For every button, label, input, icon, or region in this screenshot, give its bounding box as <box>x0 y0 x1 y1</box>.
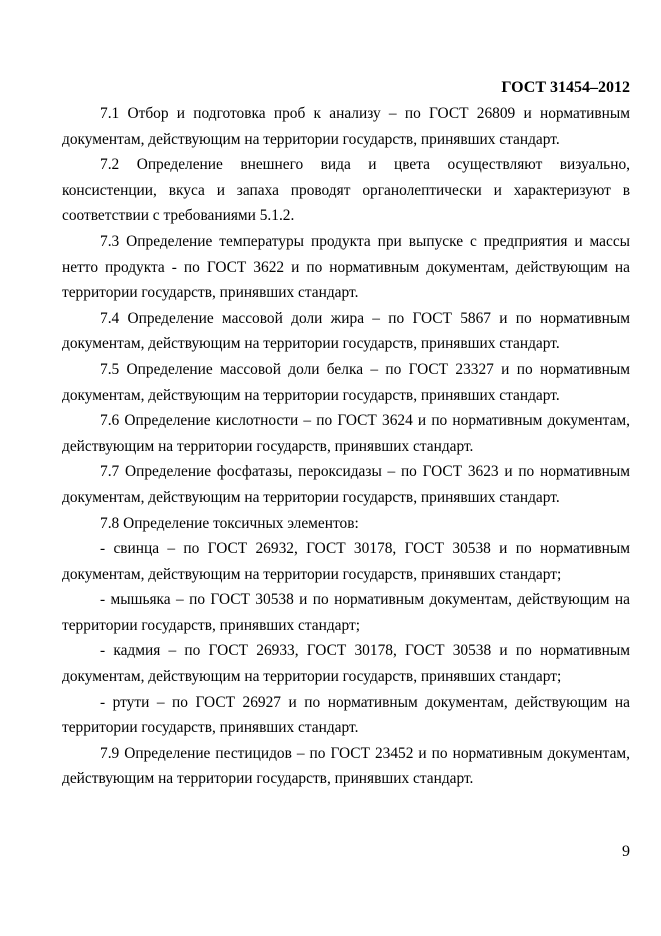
paragraph-7-1: 7.1 Отбор и подготовка проб к анализу – по ГОСТ 26809 и нормативным документам, действующим на территории государств, принявших стандарт. <box>62 105 630 148</box>
paragraph-7-4: 7.4 Определение массовой доли жира – по ГОСТ 5867 и по нормативным документам, действующим на территории государств, принявших стандарт. <box>62 309 630 353</box>
list-item-cadmium: - кадмия – по ГОСТ 26933, ГОСТ 30178, ГОСТ 30538 и по нормативным документам, действующим на территории государств, принявших стандарт; <box>62 642 630 686</box>
paragraph-7-9: 7.9 Определение пестицидов – по ГОСТ 23452 и по нормативным документам, действующим на территории государств, принявших стандарт. <box>62 744 630 788</box>
paragraph-7-7: 7.7 Определение фосфатазы, пероксидазы – по ГОСТ 3623 и по нормативным документам, действующим на территории государств, принявших стандарт. <box>62 463 630 506</box>
page-number: 9 <box>622 843 630 860</box>
paragraph-7-2: 7.2 Определение внешнего вида и цвета осуществляют визуально, консистенции, вкуса и запаха проводят органолептически и характеризуют в соответствии с требованиями 5.1.2. <box>62 156 630 225</box>
document-header-id: ГОСТ 31454–2012 <box>501 79 630 96</box>
document-body <box>62 101 630 792</box>
paragraph-7-5: 7.5 Определение массовой доли белка – по ГОСТ 23327 и по нормативным документам, действующим на территории государств, принявших стандарт. <box>62 360 630 404</box>
list-item-lead: - свинца – по ГОСТ 26932, ГОСТ 30178, ГОСТ 30538 и по нормативным документам, действующим на территории государств, принявших стандарт; <box>62 540 630 583</box>
paragraph-7-8: 7.8 Определение токсичных элементов: <box>100 514 359 532</box>
paragraph-7-6: 7.6 Определение кислотности – по ГОСТ 3624 и по нормативным документам, действующим на территории государств, принявших стандарт. <box>62 412 630 455</box>
list-item-arsenic: - мышьяка – по ГОСТ 30538 и по нормативным документам, действующим на территории государств, принявших стандарт; <box>62 591 630 634</box>
list-item-mercury: - ртути – по ГОСТ 26927 и по нормативным документам, действующим на территории государств, принявших стандарт. <box>62 693 630 737</box>
paragraph-7-3: 7.3 Определение температуры продукта при выпуске с предприятия и массы нетто продукта - по ГОСТ 3622 и по нормативным документам, действующим на территории государств, принявших стандарт. <box>62 232 630 302</box>
